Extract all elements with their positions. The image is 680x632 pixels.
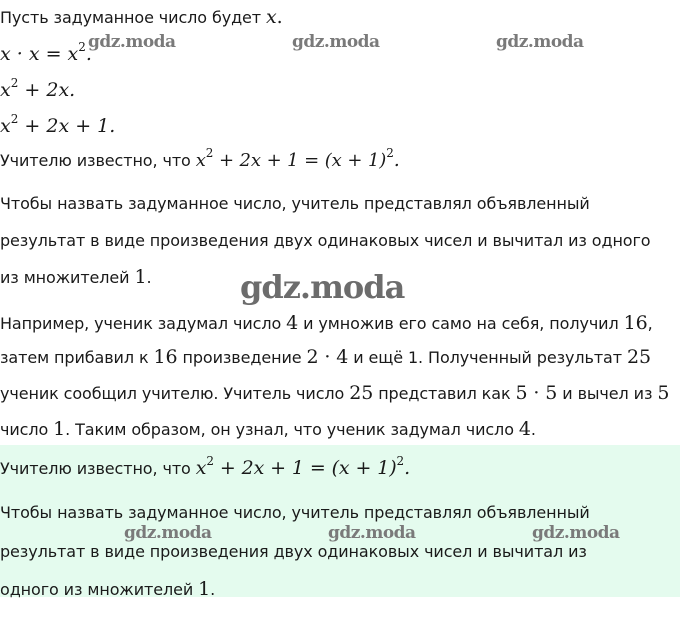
line-assumption: Пусть задуманное число будет x. <box>0 6 283 28</box>
highlight-paragraph-line-3: одного из множителей 1. <box>0 578 216 600</box>
example-line-1: Например, ученик задумал число 4 и умножив его само на себя, получил 16, <box>0 312 653 334</box>
watermark-logo: gdz.moda <box>124 523 212 543</box>
watermark-logo: gdz.moda <box>292 32 380 52</box>
highlight-paragraph-line-1: Чтобы назвать задуманное число, учитель представлял объявленный <box>0 503 590 522</box>
watermark-logo: gdz.moda <box>496 32 584 52</box>
line-teacher-knows: Учителю известно, что $x^2 + 2x + 1 = (x + 1)^2$. <box>0 146 400 171</box>
paragraph-explanation-line-2: результат в виде произведения двух одинаковых чисел и вычитал из одного <box>0 231 651 250</box>
watermark-logo: gdz.moda <box>532 523 620 543</box>
example-line-2: затем прибавил к 16 произведение 2 · 4 и ещё 1. Полученный результат 25 <box>0 346 651 368</box>
paragraph-explanation-line-3: из множителей 1. <box>0 266 152 288</box>
highlight-teacher-knows: Учителю известно, что $x^2 + 2x + 1 = (x + 1)^2$. <box>0 454 411 479</box>
example-line-3: ученик сообщил учителю. Учитель число 25 представил как 5 · 5 и вычел из 5 <box>0 382 670 404</box>
highlight-paragraph-line-2: результат в виде произведения двух одинаковых чисел и вычитал из <box>0 542 587 561</box>
watermark-logo: gdz.moda <box>328 523 416 543</box>
line-square: $x \cdot x = x^2$. <box>0 40 92 65</box>
line-add-1: $x^2 + 2x + 1$. <box>0 112 116 137</box>
line-add-2x: $x^2 + 2x$. <box>0 76 76 101</box>
watermark-logo: gdz.moda <box>88 32 176 52</box>
paragraph-explanation-line-1: Чтобы назвать задуманное число, учитель представлял объявленный <box>0 194 590 213</box>
watermark-logo-large: gdz.moda <box>240 268 405 306</box>
example-line-4: число 1. Таким образом, он узнал, что ученик задумал число 4. <box>0 418 536 440</box>
